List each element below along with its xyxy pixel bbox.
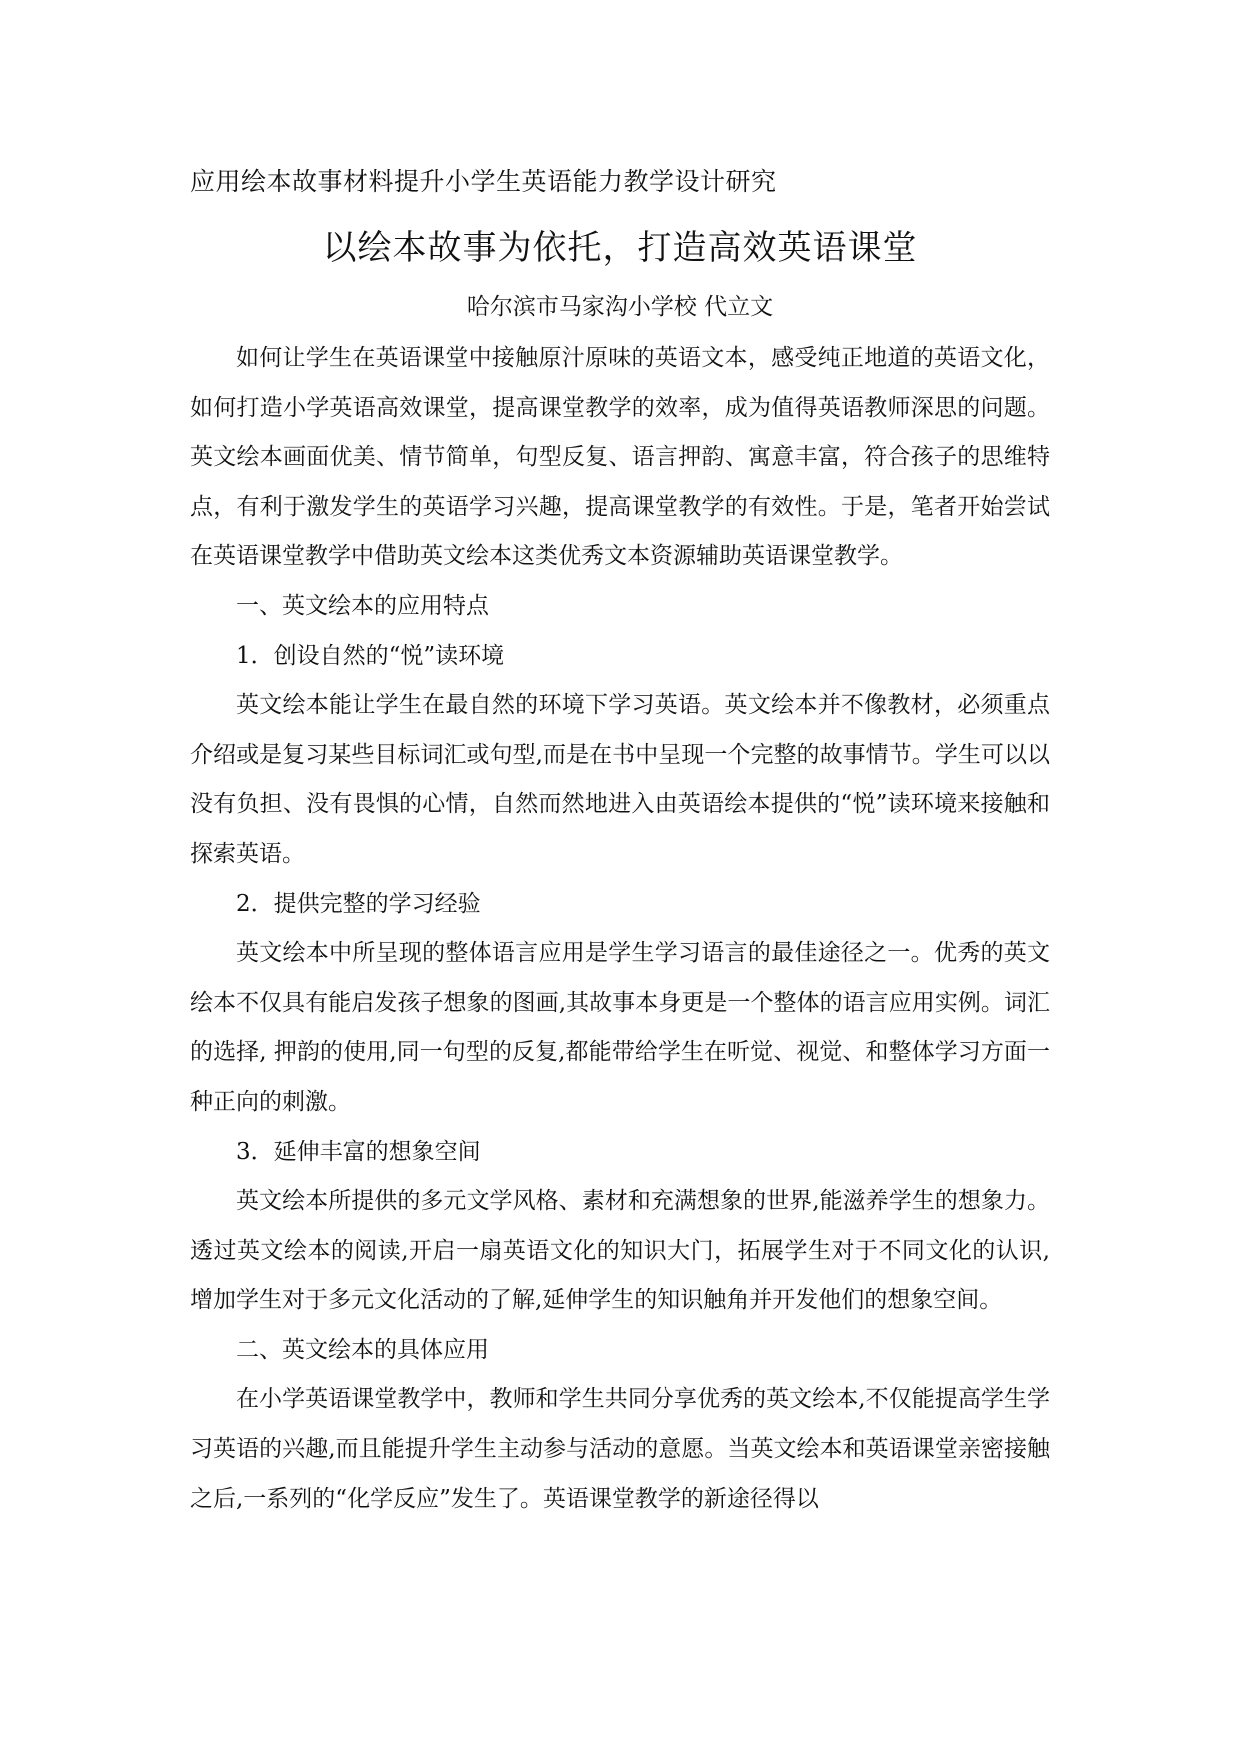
body-paragraph: 英文绘本能让学生在最自然的环境下学习英语。英文绘本并不像教材，必须重点介绍或是复习某些目标词汇或句型,而是在书中呈现一个完整的故事情节。学生可以以没有负担、没有畏惧的心情，自然而然地进入由英语绘本提供的“悦”读环境来接触和探索英语。 — [190, 692, 1050, 867]
subheading-1: 1．创设自然的“悦”读环境 — [236, 642, 505, 669]
author-line: 哈尔滨市马家沟小学校 代立文 — [466, 294, 774, 320]
subheading-2: 2．提供完整的学习经验 — [236, 890, 481, 917]
body-paragraph: 英文绘本中所呈现的整体语言应用是学生学习语言的最佳途径之一。优秀的英文绘本不仅具有能启发孩子想象的图画,其故事本身更是一个整体的语言应用实例。词汇的选择, 押韵的使用,同一句型的反复,都能带给学生在听觉、视觉、和整体学习方面一种正向的刺激。 — [190, 940, 1050, 1115]
article-body — [190, 334, 1050, 1524]
series-title: 应用绘本故事材料提升小学生英语能力教学设计研究 — [190, 167, 777, 196]
subheading-3: 3．延伸丰富的想象空间 — [236, 1138, 481, 1165]
article-title: 以绘本故事为依托，打造高效英语课堂 — [322, 228, 918, 268]
intro-paragraph: 如何让学生在英语课堂中接触原汁原味的英语文本，感受纯正地道的英语文化，如何打造小学英语高效课堂，提高课堂教学的效率，成为值得英语教师深思的问题。英文绘本画面优美、情节简单，句型反复、语言押韵、寓意丰富，符合孩子的思维特点，有利于激发学生的英语学习兴趣，提高课堂教学的有效性。于是，笔者开始尝试在英语课堂教学中借助英文绘本这类优秀文本资源辅助英语课堂教学。 — [190, 345, 1050, 570]
body-paragraph: 在小学英语课堂教学中，教师和学生共同分享优秀的英文绘本,不仅能提高学生学习英语的兴趣,而且能提升学生主动参与活动的意愿。当英文绘本和英语课堂亲密接触之后,一系列的“化学反应”发生了。英语课堂教学的新途径得以 — [190, 1386, 1050, 1512]
section-heading-2: 二、英文绘本的具体应用 — [236, 1336, 489, 1363]
body-paragraph: 英文绘本所提供的多元文学风格、素材和充满想象的世界,能滋养学生的想象力。透过英文绘本的阅读,开启一扇英语文化的知识大门，拓展学生对于不同文化的认识,增加学生对于多元文化活动的了解,延伸学生的知识触角并开发他们的想象空间。 — [190, 1188, 1050, 1314]
section-heading-1: 一、英文绘本的应用特点 — [236, 592, 489, 619]
